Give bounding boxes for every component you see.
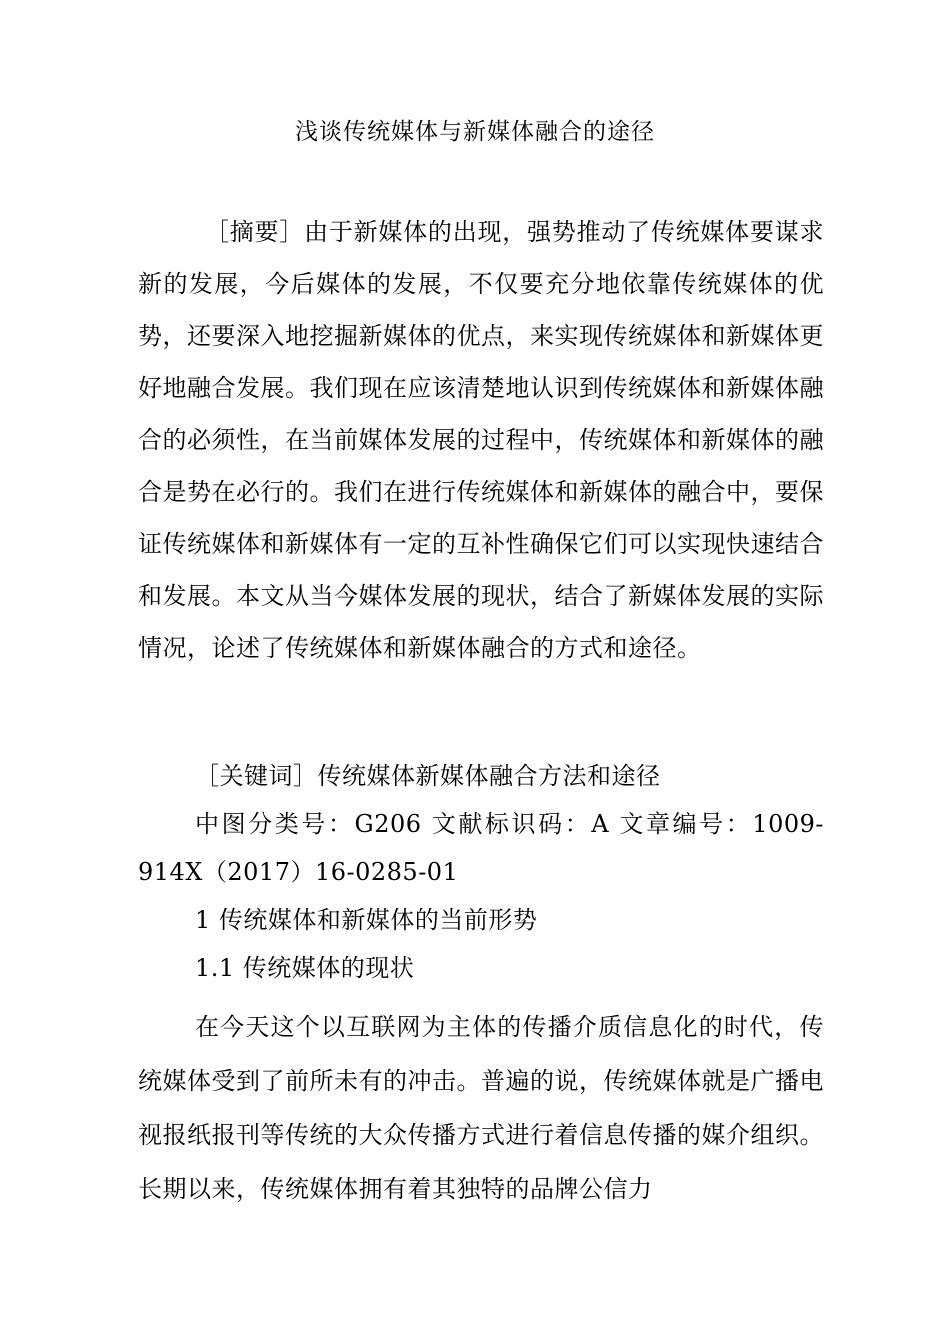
keywords-line: ［关键词］传统媒体新媒体融合方法和途径 [195, 762, 661, 790]
abstract-paragraph: ［摘要］由于新媒体的出现，强势推动了传统媒体要谋求新的发展，今后媒体的发展，不仅要充分地依靠传统媒体的优势，还要深入地挖掘新媒体的优点，来实现传统媒体和新媒体更好地融合发展。我们现在应该清楚地认识到传统媒体和新媒体融合的必须性，在当前媒体发展的过程中，传统媒体和新媒体的融合是势在必行的。我们在进行传统媒体和新媒体的融合中，要保证传统媒体和新媒体有一定的互补性确保它们可以实现快速结合和发展。本文从当今媒体发展的现状，结合了新媒体发展的实际情况，论述了传统媒体和新媒体融合的方式和途径。 [138, 218, 824, 662]
subsection-heading: 1.1 传统媒体的现状 [195, 954, 415, 982]
classification-line-continued: 914X（2017）16-0285-01 [138, 858, 459, 886]
classification-line: 中图分类号：G206 文献标识码：A 文章编号：1009- [195, 810, 824, 838]
body-paragraph: 在今天这个以互联网为主体的传播介质信息化的时代，传统媒体受到了前所未有的冲击。普遍的说，传统媒体就是广播电视报纸报刊等传统的大众传播方式进行着信息传播的媒介组织。长期以来，传统媒体拥有着其独特的品牌公信力 [138, 1013, 824, 1203]
document-title: 浅谈传统媒体与新媒体融合的途径 [295, 119, 655, 145]
metadata-block [138, 752, 824, 992]
section-heading: 1 传统媒体和新媒体的当前形势 [195, 906, 538, 934]
